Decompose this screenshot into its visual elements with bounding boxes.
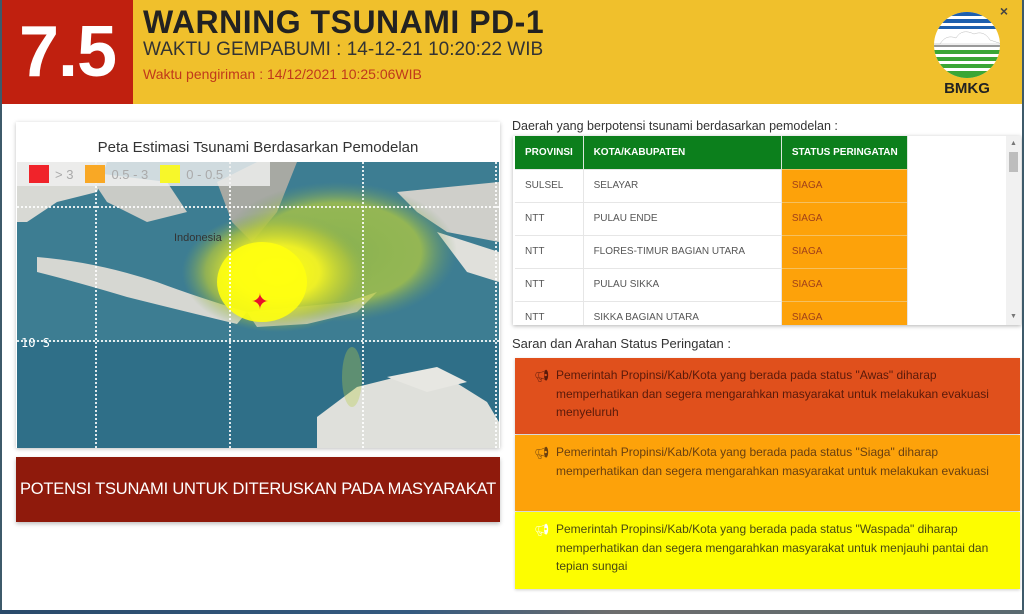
- grid-line: [17, 206, 499, 208]
- advice-siaga: [515, 435, 1020, 511]
- cell-status: SIAGA: [781, 301, 907, 325]
- warning-title: WARNING TSUNAMI PD-1: [143, 4, 545, 40]
- grid-line: [362, 162, 364, 448]
- legend-swatch-yellow: [160, 165, 180, 183]
- latitude-label: 10 S: [21, 336, 50, 350]
- grid-line: [229, 162, 231, 448]
- advice-waspada: [515, 512, 1020, 589]
- cell-provinsi: NTT: [515, 235, 583, 268]
- grid-line: [95, 162, 97, 448]
- map-title: Peta Estimasi Tsunami Berdasarkan Pemodelan: [97, 139, 419, 156]
- cell-provinsi: SULSEL: [515, 169, 583, 202]
- tsunami-map-card: [16, 122, 500, 448]
- cell-status: SIAGA: [781, 235, 907, 268]
- advice-awas: [515, 358, 1020, 434]
- legend-swatch-red: [29, 165, 49, 183]
- bmkg-logo-icon: [932, 10, 1002, 80]
- advice-caption: Saran dan Arahan Status Peringatan :: [512, 336, 731, 351]
- scroll-up-arrow-icon[interactable]: ▲: [1010, 140, 1017, 147]
- megaphone-icon: 📢︎: [534, 369, 550, 383]
- advice-text: Pemerintah Propinsi/Kab/Kota yang berada pada status "Waspada" diharap memperhatikan dan segera mengarahkan masyarakat untuk menjauhi pantai dan tepian sungai: [556, 522, 989, 573]
- map-legend: [17, 162, 270, 186]
- cell-kota: PULAU SIKKA: [583, 268, 781, 301]
- cell-provinsi: NTT: [515, 268, 583, 301]
- cell-status: SIAGA: [781, 202, 907, 235]
- cell-kota: FLORES-TIMUR BAGIAN UTARA: [583, 235, 781, 268]
- column-header-kota: KOTA/KABUPATEN: [583, 136, 781, 169]
- bmkg-logo-text: BMKG: [944, 80, 990, 97]
- legend-item: [29, 165, 73, 183]
- legend-swatch-orange: [85, 165, 105, 183]
- regions-table-container[interactable]: [513, 136, 1021, 325]
- regions-table: [515, 136, 908, 325]
- table-row: [515, 268, 908, 301]
- earthquake-time: WAKTU GEMPABUMI : 14-12-21 10:20:22 WIB: [143, 39, 544, 60]
- magnitude-badge: 7.5: [2, 0, 133, 104]
- regions-caption: Daerah yang berpotensi tsunami berdasarkan pemodelan :: [512, 119, 838, 133]
- advice-text: Pemerintah Propinsi/Kab/Kota yang berada pada status "Siaga" diharap memperhatikan dan segera mengarahkan masyarakat untuk melakukan evakuasi: [556, 445, 989, 478]
- legend-item: [160, 165, 223, 183]
- scrollbar-thumb[interactable]: [1009, 152, 1018, 172]
- table-row: [515, 169, 908, 202]
- table-row: [515, 301, 908, 325]
- close-button[interactable]: ×: [999, 3, 1009, 19]
- legend-label: 0 - 0.5: [186, 166, 224, 182]
- megaphone-icon: 📢︎: [534, 523, 550, 537]
- legend-label: 0.5 - 3: [111, 166, 149, 182]
- grid-line: [495, 162, 497, 448]
- cell-provinsi: NTT: [515, 301, 583, 325]
- legend-label: > 3: [55, 166, 74, 182]
- tsunami-estimation-map[interactable]: [17, 162, 499, 448]
- tsunami-warning-window: [2, 0, 1022, 610]
- send-time: Waktu pengiriman : 14/12/2021 10:25:06WIB: [143, 66, 422, 82]
- table-scrollbar[interactable]: [1006, 136, 1021, 325]
- grid-line: [17, 340, 499, 342]
- desktop-background-strip: [0, 610, 1024, 614]
- bmkg-logo: [932, 10, 1002, 98]
- table-row: [515, 235, 908, 268]
- cell-provinsi: NTT: [515, 202, 583, 235]
- forward-to-public-button[interactable]: POTENSI TSUNAMI UNTUK DITERUSKAN PADA MASYARAKAT: [16, 457, 500, 522]
- epicenter-star-icon: ✦: [250, 289, 270, 314]
- column-header-status: STATUS PERINGATAN: [781, 136, 907, 169]
- scroll-down-arrow-icon[interactable]: ▼: [1010, 313, 1017, 320]
- megaphone-icon: 📢︎: [534, 446, 550, 460]
- country-label: Indonesia: [174, 232, 222, 244]
- cell-status: SIAGA: [781, 169, 907, 202]
- cell-kota: SELAYAR: [583, 169, 781, 202]
- cell-status: SIAGA: [781, 268, 907, 301]
- legend-item: [85, 165, 148, 183]
- column-header-provinsi: PROVINSI: [515, 136, 583, 169]
- table-header-row: [515, 136, 908, 169]
- table-row: [515, 202, 908, 235]
- advice-text: Pemerintah Propinsi/Kab/Kota yang berada pada status "Awas" diharap memperhatikan dan segera mengarahkan masyarakat untuk melakukan evakuasi menyeluruh: [556, 368, 989, 419]
- cell-kota: SIKKA BAGIAN UTARA: [583, 301, 781, 325]
- header: [2, 0, 1022, 104]
- cell-kota: PULAU ENDE: [583, 202, 781, 235]
